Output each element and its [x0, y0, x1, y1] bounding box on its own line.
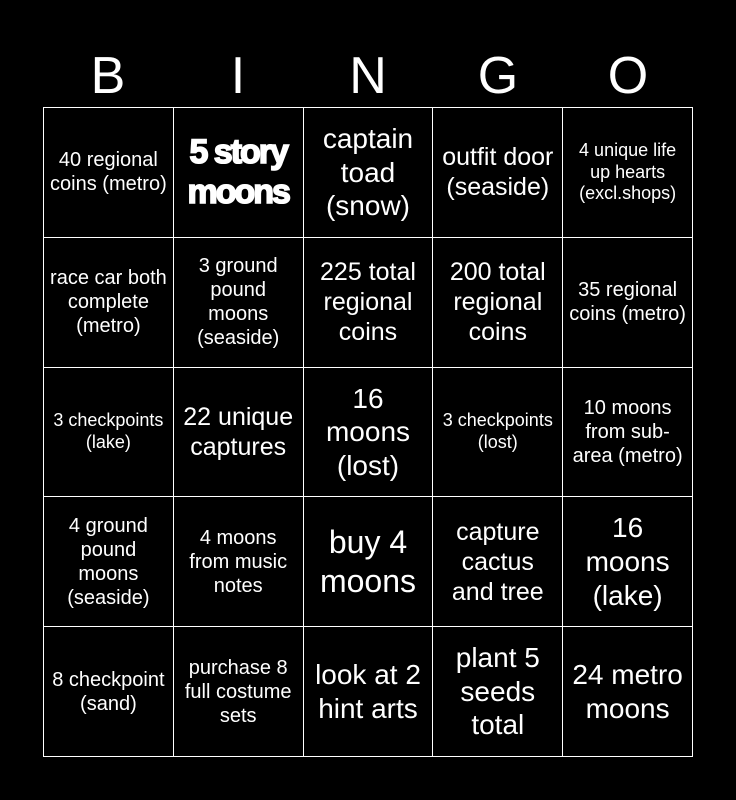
bingo-cell[interactable] — [563, 108, 693, 238]
cell-label: 3 ground pound moons (seaside) — [197, 255, 280, 350]
bingo-cell[interactable] — [44, 497, 174, 627]
bingo-cell[interactable] — [304, 627, 434, 757]
header-letter-i: I — [230, 47, 246, 105]
header-letter-o: O — [607, 47, 649, 105]
bingo-cell[interactable] — [304, 108, 434, 238]
bingo-cell[interactable] — [433, 108, 563, 238]
bingo-cell[interactable] — [433, 497, 563, 627]
cell-label: 10 moons from sub-area (metro) — [572, 396, 683, 467]
bingo-cell[interactable] — [174, 368, 304, 498]
cell-label: 35 regional coins (metro) — [569, 279, 686, 326]
bingo-cell[interactable] — [563, 497, 693, 627]
cell-label: 16 moons (lake) — [585, 512, 670, 611]
bingo-cell[interactable] — [304, 368, 434, 498]
cell-label: 200 total regional coins — [449, 258, 546, 347]
bingo-cell[interactable] — [44, 368, 174, 498]
cell-label: race car both complete (metro) — [50, 267, 167, 338]
cell-label: 4 moons from music notes — [189, 526, 288, 597]
cell-label: 3 checkpoints (lost) — [442, 410, 553, 452]
cell-label: 4 ground pound moons (seaside) — [67, 514, 150, 609]
bingo-cell[interactable] — [174, 627, 304, 757]
cell-label: capture cactus and tree — [451, 517, 544, 606]
bingo-cell[interactable] — [433, 368, 563, 498]
cell-label: plant 5 seeds total — [455, 642, 540, 741]
cell-label: 4 unique life up hearts (excl.shops) — [579, 140, 677, 204]
bingo-cell[interactable] — [563, 238, 693, 368]
bingo-cell[interactable] — [174, 238, 304, 368]
cell-label: captain toad (snow) — [322, 123, 414, 222]
bingo-cell[interactable] — [44, 627, 174, 757]
bingo-cell[interactable] — [563, 627, 693, 757]
cell-label: outfit door (seaside) — [442, 143, 554, 202]
cell-label: 5 story moons — [187, 132, 289, 212]
bingo-board — [43, 107, 693, 757]
bingo-cell[interactable] — [304, 497, 434, 627]
bingo-cell[interactable] — [174, 108, 304, 238]
cell-label: 8 checkpoint (sand) — [52, 668, 165, 715]
bingo-cell[interactable] — [174, 497, 304, 627]
header-letter-g: G — [477, 47, 519, 105]
bingo-cell[interactable] — [44, 238, 174, 368]
bingo-cell[interactable] — [433, 238, 563, 368]
header-letter-b: B — [90, 47, 126, 105]
header-letter-n: N — [349, 47, 387, 105]
cell-label: 22 unique captures — [183, 402, 294, 461]
bingo-cell[interactable] — [563, 368, 693, 498]
bingo-header — [43, 44, 693, 108]
cell-label: 16 moons (lost) — [325, 382, 411, 481]
cell-label: 40 regional coins (metro) — [50, 149, 167, 196]
cell-label: purchase 8 full costume sets — [184, 656, 292, 727]
cell-label: 24 metro moons — [572, 659, 683, 724]
bingo-cell[interactable] — [433, 627, 563, 757]
cell-label: buy 4 moons — [319, 524, 417, 599]
cell-label: look at 2 hint arts — [315, 659, 421, 724]
bingo-cell[interactable] — [44, 108, 174, 238]
cell-label: 3 checkpoints (lake) — [53, 410, 164, 452]
bingo-cell[interactable] — [304, 238, 434, 368]
cell-label: 225 total regional coins — [320, 258, 416, 347]
